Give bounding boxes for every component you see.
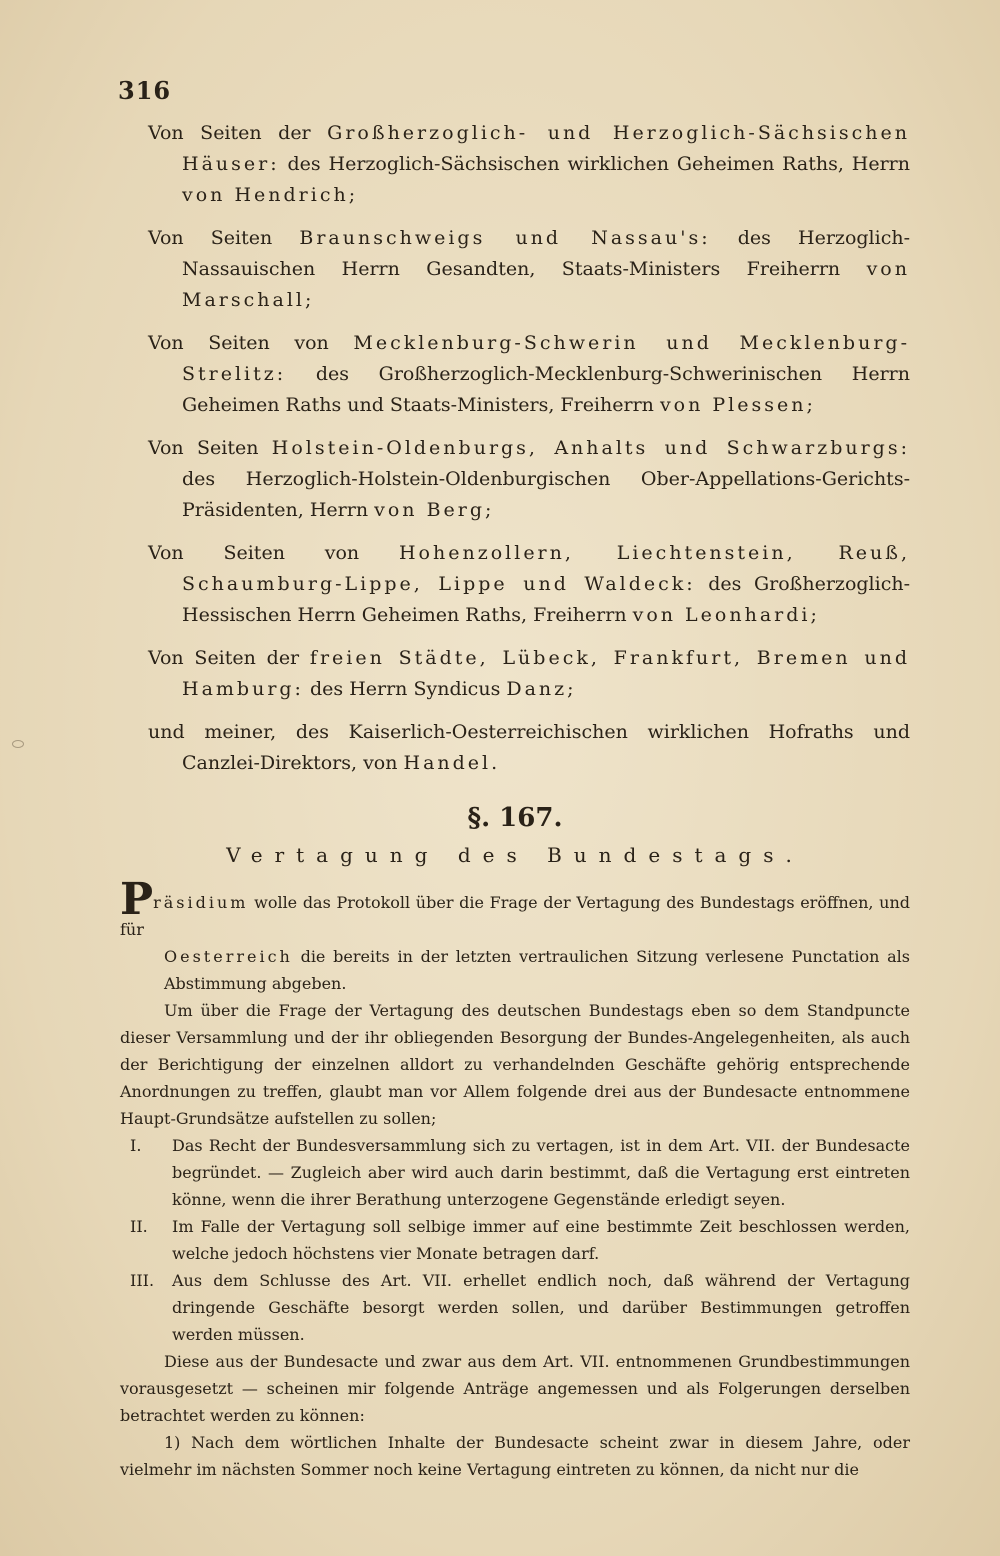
para-spaced-text: von Berg; (374, 499, 495, 521)
para-spaced-text: von Hendrich; (182, 184, 359, 206)
para-text: Von Seiten der (148, 647, 310, 669)
para-text: Von Seiten von (148, 332, 354, 354)
para-text: des Herzoglich-Holstein-Oldenburgischen Ober-Appellations-Gerichts-Präsidenten, Herrn (182, 468, 910, 521)
para-spaced-text: Mecklenburg-Schwerin und Mecklenburg-Strelitz: (182, 332, 910, 385)
para-spaced-text: Braunschweigs und Nassau's: (299, 227, 711, 249)
para-text: des Herzoglich-Sächsischen wirklichen Geheimen Raths, Herrn (279, 153, 910, 175)
section-number: §. 167. (467, 803, 563, 833)
list-number: III. (130, 1271, 155, 1290)
body-paragraph: 1) Nach dem wörtlichen Inhalte der Bundesacte scheint zwar in diesem Jahre, oder vielmehr im nächsten Sommer noch keine Vertagung eintreten zu können, da nicht nur die (120, 1433, 910, 1479)
para-text: des Herrn Syndicus (303, 678, 507, 700)
section-title: Vertagung des Bundestags. (226, 843, 804, 867)
para-spaced-text: von Plessen; (659, 394, 816, 416)
delegation-paragraph (120, 538, 910, 631)
delegation-paragraph (120, 328, 910, 421)
body-paragraph (120, 874, 910, 943)
body-text: wolle das Protokoll über die Frage der Vertagung des Bundestags eröffnen, und für (120, 893, 910, 939)
page-number: 316 (118, 76, 172, 105)
body-paragraph: Um über die Frage der Vertagung des deutschen Bundestags eben so dem Standpuncte dieser Versammlung und der ihr obliegenden Besorgung der Bundes-Angelegenheiten, als auch der Berichtigung der einzelnen alldort zu verhandelnden Geschäfte gehörig entsprechende Anordnungen zu treffen, glaubt man vor Allem folgende drei aus der Bundesacte entnommene Haupt-Grundsätze aufstellen zu sollen; (120, 1001, 910, 1128)
list-text: Im Falle der Vertagung soll selbige immer auf eine bestimmte Zeit beschlossen werden, welche jedoch höchstens vier Monate betragen darf. (172, 1217, 910, 1263)
para-text: Von Seiten von (148, 542, 399, 564)
list-item (120, 1132, 910, 1213)
para-spaced-text: Hohenzollern, Liechtenstein, Reuß, Schaumburg-Lippe, Lippe und Waldeck: (182, 542, 910, 595)
delegation-paragraph (120, 118, 910, 211)
text-block (120, 118, 910, 1483)
delegation-paragraph (120, 433, 910, 526)
page-speck (12, 740, 24, 748)
para-spaced-text: von Marschall; (182, 258, 910, 311)
list-number: II. (130, 1217, 148, 1236)
para-spaced-text: Holstein-Oldenburgs, Anhalts und Schwarzburgs: (271, 437, 910, 459)
delegation-paragraph (120, 223, 910, 316)
para-text: des Großherzoglich-Mecklenburg-Schwerinischen Herrn Geheimen Raths und Staats-Ministers, Freiherrn (182, 363, 910, 416)
body-paragraph (120, 943, 910, 997)
para-spaced-text: freien Städte, Lübeck, Frankfurt, Bremen und Hamburg: (182, 647, 911, 700)
section-body (120, 874, 910, 1483)
body-text: die bereits in der letzten vertraulichen Sitzung verlesene Punctation als Abstimmung abgeben. (164, 947, 910, 993)
para-spaced-text: von Leonhardi; (632, 604, 820, 626)
para-text: Von Seiten (148, 437, 272, 459)
delegation-paragraph (120, 717, 910, 779)
para-text: Von Seiten (148, 227, 300, 249)
para-spaced-text: Danz; (506, 678, 577, 700)
list-item (120, 1213, 910, 1267)
list-text: Aus dem Schlusse des Art. VII. erhellet endlich noch, daß während der Vertagung dringende Geschäfte besorgt werden sollen, und darüber Bestimmungen getroffen werden müssen. (172, 1271, 910, 1344)
para-text: und meiner, des Kaiserlich-Oesterreichischen wirklichen Hofraths und Canzlei-Direktors, von (148, 721, 910, 774)
para-text: Von Seiten der (148, 122, 328, 144)
para-spaced-text: Großherzoglich- und Herzoglich-Sächsischen Häuser: (182, 122, 910, 175)
drop-initial: P (120, 874, 154, 925)
para-spaced-text: Handel. (403, 752, 501, 774)
delegation-paragraph (120, 643, 910, 705)
spaced-word: räsidium (153, 893, 249, 912)
list-number: I. (130, 1136, 142, 1155)
body-paragraph: Diese aus der Bundesacte und zwar aus dem Art. VII. entnommenen Grundbestimmungen vorausgesetzt — scheinen mir folgende Anträge angemessen und als Folgerungen derselben betrachtet werden zu können: (120, 1352, 910, 1425)
list-item (120, 1267, 910, 1348)
para-text: des Herzoglich-Nassauischen Herrn Gesandten, Staats-Ministers Freiherrn (182, 227, 910, 280)
para-text: des Großherzoglich-Hessischen Herrn Geheimen Raths, Freiherrn (182, 573, 910, 626)
spaced-word: Oesterreich (164, 947, 293, 966)
list-text: Das Recht der Bundesversammlung sich zu vertagen, ist in dem Art. VII. der Bundesacte begründet. — Zugleich aber wird auch darin bestimmt, daß die Vertagung erst eintreten könne, wenn die ihrer Berathung unterzogene Gegenstände erledigt seyen. (172, 1136, 910, 1209)
